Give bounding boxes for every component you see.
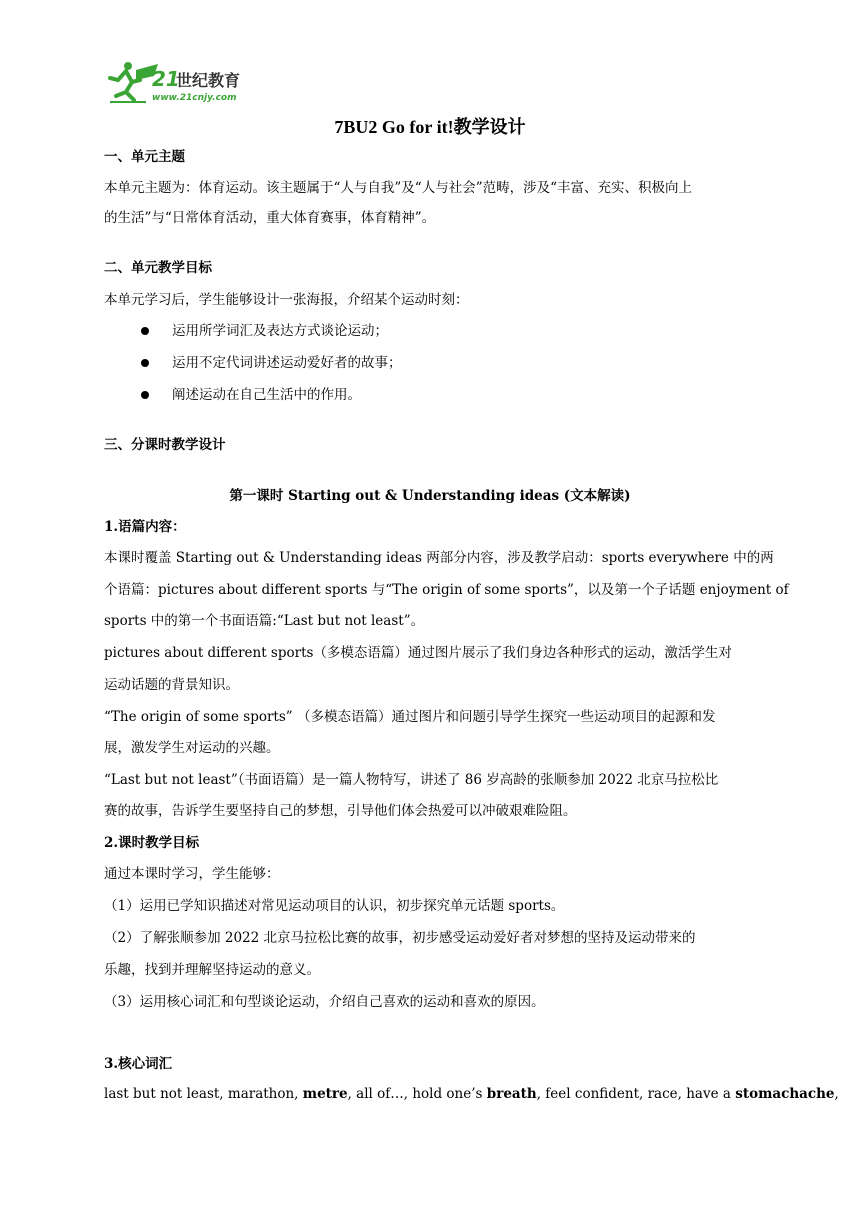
- paragraph-line: 运动话题的背景知识。: [104, 677, 239, 693]
- document-title: 7BU2 Go for it!教学设计: [334, 117, 526, 137]
- section-heading-3: 三、分课时教学设计: [104, 437, 226, 453]
- paragraph-line: （3）运用核心词汇和句型谈论运动，介绍自己喜欢的运动和喜欢的原因。: [104, 994, 545, 1010]
- paragraph-line: 本课时覆盖 Starting out & Understanding ideas 两部分内容，涉及教学启动：sports everywhere 中的两: [104, 550, 774, 566]
- paragraph-line: “Last but not least”（书面语篇）是一篇人物特写，讲述了 86 岁高龄的张顺参加 2022 北京马拉松比: [104, 772, 719, 788]
- vocab-text: , feel confident, race, have a: [536, 1086, 736, 1102]
- vocab-bold: stomachache: [735, 1086, 835, 1102]
- paragraph-line: 展，激发学生对运动的兴趣。: [104, 740, 280, 756]
- paragraph-line: 赛的故事，告诉学生要坚持自己的梦想，引导他们体会热爱可以冲破艰难险阻。: [104, 803, 577, 819]
- paragraph-line: pictures about different sports（多模态语篇）通过图片展示了我们身边各种形式的运动，激活学生对: [104, 645, 732, 661]
- vocab-text: last but not least, marathon,: [104, 1086, 303, 1102]
- list-item: 运用不定代词讲述运动爱好者的故事；: [172, 355, 402, 371]
- lesson-title: 第一课时 Starting out & Understanding ideas (文本解读): [229, 488, 631, 504]
- paragraph-line: （1）运用已学知识描述对常见运动项目的认识，初步探究单元话题 sports。: [104, 898, 565, 914]
- subheading: 3.核心词汇: [104, 1056, 173, 1072]
- subheading: 1.语篇内容：: [104, 519, 186, 535]
- paragraph-line: 个语篇：pictures about different sports 与“The origin of some sports”，以及第一个子话题 enjoyment of: [104, 582, 789, 598]
- list-item: 运用所学词汇及表达方式谈论运动；: [172, 323, 388, 339]
- vocab-bold: metre: [302, 1086, 348, 1102]
- list-item: 阐述运动在自己生活中的作用。: [172, 387, 361, 403]
- paragraph-line: 本单元学习后，学生能够设计一张海报，介绍某个运动时刻：: [104, 292, 469, 308]
- paragraph-line: 本单元主题为：体育运动。该主题属于“人与自我”及“人与社会”范畴，涉及“丰富、充实、积极向上: [104, 180, 693, 196]
- vocab-text: ,: [834, 1086, 839, 1102]
- vocab-text: , all of…, hold one’s: [347, 1086, 487, 1102]
- section-heading-2: 二、单元教学目标: [104, 260, 212, 276]
- section-heading-1: 一、单元主题: [104, 149, 185, 165]
- svg-text:www.21cnjy.com: www.21cnjy.com: [152, 93, 237, 103]
- bullet-icon: [141, 359, 149, 367]
- 21cnjy-logo: [106, 60, 276, 104]
- paragraph-line: 乐趣，找到并理解坚持运动的意义。: [104, 962, 320, 978]
- paragraph-line: 的生活”与“日常体育活动，重大体育赛事，体育精神”。: [104, 210, 436, 226]
- svg-text:21: 21: [152, 67, 180, 91]
- paragraph-line: （2）了解张顺参加 2022 北京马拉松比赛的故事，初步感受运动爱好者对梦想的坚持及运动带来的: [104, 930, 696, 946]
- paragraph-line: sports 中的第一个书面语篇:“Last but not least”。: [104, 613, 425, 629]
- svg-text:世纪教育: 世纪教育: [176, 71, 241, 90]
- paragraph-line: “The origin of some sports” （多模态语篇）通过图片和问题引导学生探究一些运动项目的起源和发: [104, 709, 716, 725]
- bullet-icon: [141, 327, 149, 335]
- subheading: 2.课时教学目标: [104, 835, 200, 851]
- vocabulary-line: [104, 1084, 839, 1104]
- paragraph-line: 通过本课时学习，学生能够：: [104, 866, 280, 882]
- vocab-bold: breath: [486, 1086, 537, 1102]
- bullet-icon: [141, 391, 149, 399]
